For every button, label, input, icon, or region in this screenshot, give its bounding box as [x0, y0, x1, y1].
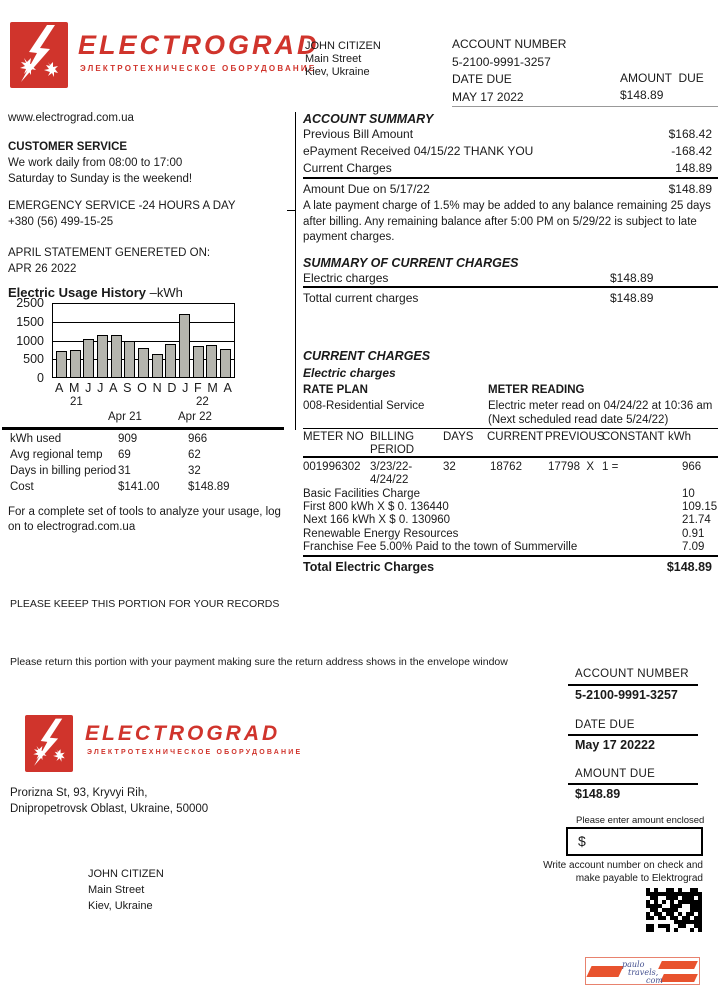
customer-street: Main Street: [305, 53, 362, 65]
charge-line-label: Franchise Fee 5.00% Paid to the town of Summerville: [303, 540, 578, 553]
charge-line-amount: 10: [682, 488, 695, 500]
usage-bar: [193, 346, 204, 377]
remit-customer-address: [88, 866, 164, 914]
usage-table-top-rule: [2, 427, 284, 430]
account-number-label: ACCOUNT NUMBER: [452, 37, 567, 51]
x-tick-label: M: [207, 381, 218, 395]
emergency-service-line: EMERGENCY SERVICE -24 HOURS A DAY: [8, 200, 236, 212]
usage-table-row: [10, 433, 286, 449]
col-kwh: kWh: [668, 431, 691, 443]
charge-line-row: [303, 541, 718, 554]
current-charges-title: CURRENT CHARGES: [303, 349, 431, 363]
account-number-value: 5-2100-9991-3257: [452, 54, 551, 69]
x-tick-label: D: [167, 381, 177, 395]
total-current-label: Tottal current charges: [303, 291, 419, 305]
meter-table-header: [303, 431, 718, 457]
chart-bars: [53, 304, 234, 377]
customer-address-block: [305, 40, 381, 79]
brand-tagline: ЭЛЕКТРОТЕХНИЧЕСКОЕ ОБОРУДОВАНИЕ: [80, 64, 317, 73]
usage-bar: [220, 349, 231, 377]
meter-read-line1: Electric meter read on 04/24/22 at 10:36 am: [488, 400, 713, 412]
usage-bar: [97, 335, 108, 377]
remit-customer-street: Main Street: [88, 884, 145, 896]
x-tick-label: A: [55, 381, 64, 395]
total-electric-amount: $148.89: [666, 560, 712, 574]
emergency-phone: +380 (56) 499-15-25: [8, 216, 114, 228]
lightning-bolt-icon: [25, 715, 73, 772]
watermark-text-3: com: [646, 976, 663, 985]
summary-current-rule: [303, 286, 718, 288]
usage-comparison-table: [10, 433, 286, 497]
usage-table-row: [10, 481, 286, 497]
charge-line-row: [303, 501, 718, 514]
usage-tools-note: For a complete set of tools to analyze your usage, log on to electrograd.com.ua: [8, 506, 281, 533]
date-due-value: MAY 17 2022: [452, 89, 524, 104]
remit-rule-2: [568, 734, 698, 736]
charge-line-amount: 109.15: [682, 501, 718, 514]
brand-logo-icon-bottom: [25, 715, 73, 772]
x-tick-label: J: [182, 381, 189, 395]
usage-row-value: 909: [118, 433, 138, 445]
meter-table-row: [303, 461, 718, 487]
x-tick-label: O: [137, 381, 147, 395]
amount-due-on-value: $148.89: [668, 182, 712, 196]
y-tick-label: 1500: [16, 314, 44, 329]
check-note-line1: Write account number on check and: [543, 860, 703, 871]
return-portion-note: Please return this portion with your payment making sure the return address shows in the envelope window: [10, 656, 508, 668]
customer-service-line1: We work daily from 08:00 to 17:00: [8, 157, 183, 169]
usage-table-row: [10, 465, 286, 481]
enter-amount-label: Please enter amount enclosed: [576, 815, 705, 826]
usage-bar-chart: [52, 303, 235, 378]
summary-current-title: SUMMARY OF CURRENT CHARGES: [303, 256, 519, 270]
remit-date-due-value: May 17 20222: [575, 738, 655, 752]
chart-y-labels: [6, 296, 44, 385]
summary-row-label: Current Charges: [303, 161, 392, 175]
customer-name: JOHN CITIZEN: [305, 40, 381, 52]
company-address-line1: Prorizna St, 93, Kryvyi Rih,: [10, 787, 148, 799]
usage-bar: [111, 335, 122, 377]
electric-charges-label: Electric charges: [303, 271, 389, 285]
keep-portion-note: PLEASE KEEEP THIS PORTION FOR YOUR RECORDS: [10, 598, 280, 610]
current-charges-subtitle: Electric charges: [303, 366, 396, 380]
summary-row-amount: $168.42: [668, 127, 712, 141]
summary-row-amount: -168.42: [671, 144, 712, 158]
usage-row-value: $141.00: [118, 481, 160, 493]
usage-row-value: 62: [188, 449, 201, 461]
usage-row-value: 69: [118, 449, 131, 461]
watermark-shape-right-top: [658, 961, 698, 969]
total-electric-label: Total Electric Charges: [303, 560, 435, 574]
watermark-shape-left: [586, 966, 623, 977]
usage-bar: [179, 314, 190, 377]
remit-account-number-label: ACCOUNT NUMBER: [575, 668, 689, 680]
website-link: www.electrograd.com.ua: [8, 112, 134, 124]
charge-line-row: [303, 528, 718, 541]
customer-city: Kiev, Ukraine: [305, 66, 370, 78]
electric-charges-amount: $148.89: [610, 271, 654, 285]
chart-title-suffix: –kWh: [146, 285, 183, 300]
charge-line-label: Basic Facilities Charge: [303, 488, 420, 500]
col-constant: CONSTANT: [602, 431, 665, 443]
remit-rule-3: [568, 783, 698, 785]
account-summary-title: ACCOUNT SUMMARY: [303, 112, 434, 126]
total-current-row: [303, 291, 718, 305]
summary-row: [303, 127, 718, 144]
usage-bar: [165, 344, 176, 377]
y-tick-label: 0: [37, 371, 44, 385]
brand-tagline-bottom: ЭЛЕКТРОТЕХНИЧЕСКОЕ ОБОРУДОВАНИЕ: [87, 749, 303, 756]
account-info-block: [452, 36, 566, 106]
usage-bar: [124, 341, 135, 378]
charge-lines: [303, 488, 718, 554]
charge-line-label: Renewable Energy Resources: [303, 527, 459, 540]
remit-account-number-value: 5-2100-9991-3257: [575, 688, 678, 702]
charge-line-amount: 7.09: [682, 540, 705, 553]
usage-row-label: Days in billing period: [10, 465, 117, 477]
account-summary-rows: [303, 127, 718, 178]
col-period: PERIOD: [370, 444, 415, 456]
divider-tick-mark: [287, 210, 296, 211]
usage-row-value: 31: [118, 465, 131, 477]
currency-symbol: $: [578, 833, 586, 849]
rate-plan-label: RATE PLAN: [303, 384, 368, 396]
amount-enclosed-box[interactable]: [566, 827, 703, 856]
summary-row-label: Previous Bill Amount: [303, 127, 414, 141]
remit-customer-city: Kiev, Ukraine: [88, 900, 153, 912]
charge-line-label: Next 166 kWh X $ 0. 130960: [303, 514, 451, 527]
summary-row: [303, 161, 718, 178]
amount-due-row: [303, 182, 718, 199]
col-meter-no: METER NO: [303, 431, 364, 443]
statement-generated-label: APRIL STATEMENT GENERETED ON:: [8, 247, 211, 259]
days-value: 32: [443, 461, 456, 473]
x-tick-label: F: [194, 381, 202, 395]
summary-row-amount: 148.89: [675, 161, 712, 175]
x-tick-label: J: [85, 381, 92, 395]
usage-bar: [70, 350, 81, 377]
total-electric-row: [303, 560, 718, 574]
chart-period-right: Apr 22: [178, 411, 212, 423]
usage-row-label: Cost: [10, 481, 34, 493]
usage-row-value: $148.89: [188, 481, 230, 493]
col-current: CURRENT: [487, 431, 544, 443]
billing-period-value2: 4/24/22: [370, 474, 409, 486]
amount-due-on-label: Amount Due on 5/17/22: [303, 182, 430, 196]
x-tick-label: A: [109, 381, 118, 395]
x-tick-label: S: [123, 381, 132, 395]
y-tick-label: 2500: [16, 296, 44, 310]
usage-bar: [83, 339, 94, 377]
chart-period-left: Apr 21: [108, 411, 142, 423]
watermark-shape-right-bottom: [660, 974, 698, 982]
col-days: DAYS: [443, 431, 474, 443]
charge-line-label: First 800 kWh X $ 0. 136440: [303, 501, 449, 514]
current-read-value: 18762: [490, 461, 522, 473]
watermark-text-2: travels,: [628, 968, 659, 977]
statement-generated-date: APR 26 2022: [8, 263, 77, 275]
remit-customer-name: JOHN CITIZEN: [88, 868, 164, 880]
remit-amount-due-value: $148.89: [575, 787, 621, 801]
previous-read-value: 17798 X: [548, 461, 595, 473]
chart-x-labels: [52, 381, 235, 395]
header-divider-line: [452, 106, 718, 107]
summary-row: [303, 144, 718, 161]
meter-read-line2: (Next scheduled read date 5/24/22): [488, 414, 669, 426]
usage-row-value: 966: [188, 433, 208, 445]
usage-table-row: [10, 449, 286, 465]
customer-service-line2: Saturday to Sunday is the weekend!: [8, 173, 193, 185]
late-payment-note: A late payment charge of 1.5% may be added to any balance remaining 25 days after billing. Any remaining balance after 5:00 PM on 5/29/22 is subject to late payment charges.: [303, 200, 711, 243]
meter-no-value: 001996302: [303, 461, 361, 473]
usage-bar: [206, 345, 217, 377]
remit-rule-1: [568, 684, 698, 686]
brand-wordmark-bottom: ELECTROGRAD: [85, 722, 281, 745]
summary-row-label: ePayment Received 04/15/22 THANK YOU: [303, 144, 534, 158]
total-current-amount: $148.89: [610, 291, 654, 305]
remit-date-due-label: DATE DUE: [575, 719, 635, 731]
usage-row-label: kWh used: [10, 433, 62, 445]
y-tick-label: 500: [23, 352, 44, 367]
x-tick-label: M: [69, 381, 80, 395]
chart-year-right: 22: [196, 396, 209, 408]
usage-bar: [56, 351, 67, 377]
x-tick-label: N: [152, 381, 162, 395]
usage-row-value: 32: [188, 465, 201, 477]
usage-bar: [138, 348, 149, 377]
chart-title-text: Electric Usage History: [8, 285, 147, 300]
x-tick-label: J: [97, 381, 104, 395]
brand-wordmark: ELECTROGRAD: [78, 30, 320, 60]
company-address-line2: Dnipropetrovsk Oblast, Ukraine, 50000: [10, 803, 209, 815]
chart-year-left: 21: [70, 396, 83, 408]
billing-period-value1: 3/23/22-: [370, 461, 413, 473]
x-tick-label: A: [223, 381, 232, 395]
charge-line-amount: 21.74: [682, 514, 711, 527]
meter-reading-label: METER READING: [488, 384, 585, 396]
total-rule: [303, 555, 718, 557]
col-previous: PREVIOUS: [545, 431, 605, 443]
electric-charges-row: [303, 271, 718, 285]
remit-amount-due-label: AMOUNT DUE: [575, 768, 656, 780]
watermark-stamp: [585, 957, 700, 985]
amount-due-value: $148.89: [620, 88, 664, 102]
y-tick-label: 1000: [16, 333, 44, 348]
date-due-label: DATE DUE: [452, 72, 512, 86]
charge-line-row: [303, 488, 718, 501]
qr-code: [646, 888, 702, 932]
charge-line-amount: 0.91: [682, 527, 705, 540]
charge-line-row: [303, 514, 718, 527]
column-divider-line: [295, 112, 296, 430]
lightning-bolt-icon: [10, 22, 68, 88]
col-billing: BILLING: [370, 431, 415, 443]
kwh-value: 966: [682, 461, 702, 473]
customer-service-title: CUSTOMER SERVICE: [8, 141, 128, 153]
meter-table-top-rule: [303, 428, 718, 429]
usage-bar: [152, 354, 163, 377]
watermark-text-1: paulo: [622, 960, 645, 969]
constant-value: 1 =: [602, 461, 619, 473]
amount-due-label: AMOUNT DUE: [620, 71, 704, 85]
meter-header-rule: [303, 456, 718, 458]
rate-plan-value: 008-Residential Service: [303, 400, 425, 412]
check-note-line2: make payable to Elektrograd: [575, 873, 703, 884]
brand-logo-icon: [10, 22, 68, 88]
summary-rule: [303, 177, 718, 179]
usage-row-label: Avg regional temp: [10, 449, 103, 461]
